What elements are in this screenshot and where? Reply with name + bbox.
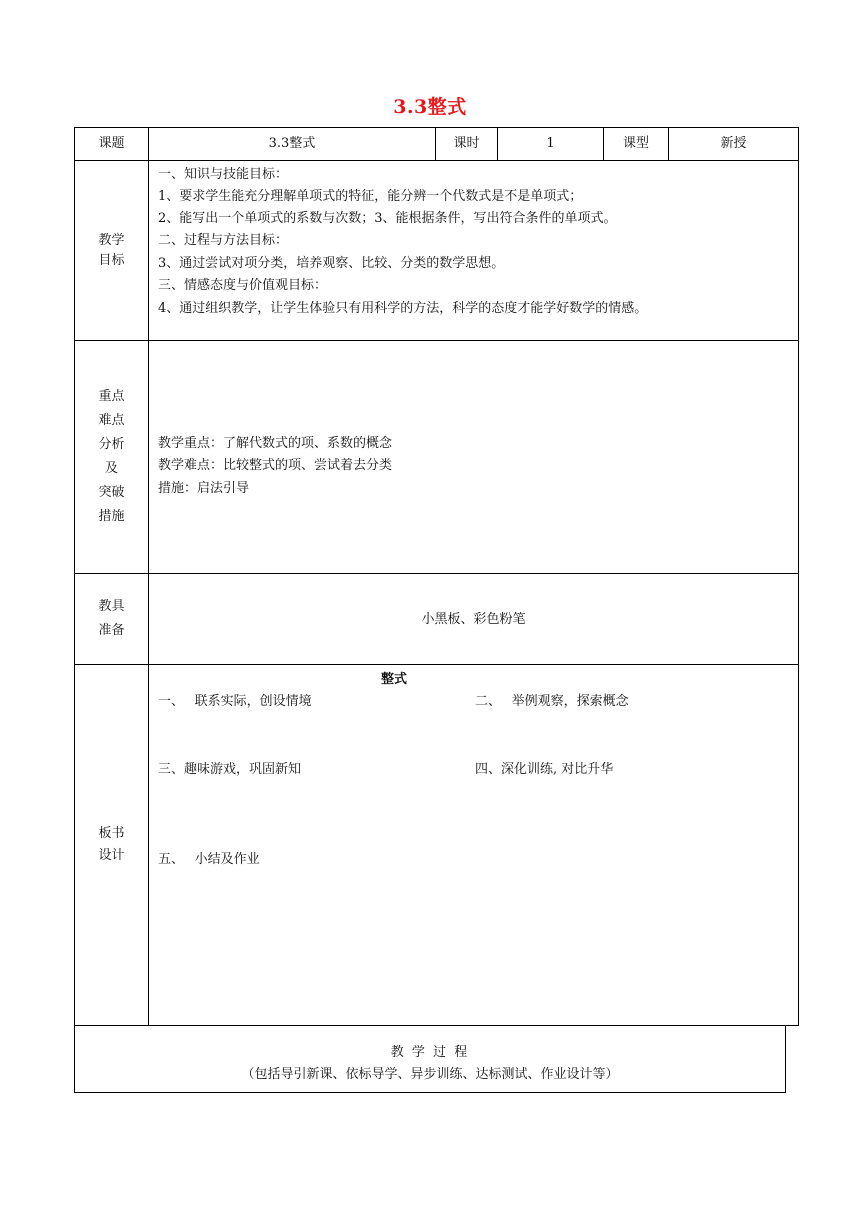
key-points-label-line2: 难点 (98, 413, 125, 428)
key-points-label (75, 341, 148, 573)
board-item-1: 一、 联系实际，创设情境 (158, 694, 312, 709)
type-value: 新授 (720, 136, 747, 151)
key-points-label-line6: 措施 (98, 509, 125, 524)
objectives-line-7: 4、通过组织教学，让学生体验只有用科学的方法，科学的态度才能学好数学的情感。 (158, 301, 648, 316)
objectives-label-line1: 教学 (98, 232, 125, 248)
topic-label: 课题 (98, 136, 125, 151)
objectives-line-4: 二、过程与方法目标： (158, 233, 289, 248)
board-item-5: 五、 小结及作业 (158, 852, 260, 867)
objectives-label (75, 161, 148, 340)
table-border-right (798, 127, 799, 1026)
type-label: 课型 (622, 136, 649, 151)
key-point-difficulty: 教学难点：比较整式的项、尝试着去分类 (158, 458, 393, 473)
table-row-divider-2 (74, 340, 799, 341)
key-points-label-line3: 分析 (98, 437, 125, 452)
objectives-line-3: 2、能写出一个单项式的系数与次数；3、能根据条件，写出符合条件的单项式。 (158, 211, 617, 226)
key-points-label-line1: 重点 (98, 389, 125, 404)
process-box-bottom (74, 1092, 786, 1093)
board-item-4: 四、深化训练, 对比升华 (475, 762, 614, 777)
page-title: 3.3整式 (393, 96, 467, 118)
label-column-divider (148, 127, 149, 1026)
process-title: 教 学 过 程 (390, 1045, 470, 1060)
objectives-line-6: 三、情感态度与价值观目标： (158, 278, 328, 293)
objectives-line-5: 3、通过尝试对项分类，培养观察、比较、分类的数学思想。 (158, 256, 505, 271)
board-label-line1: 板书 (98, 826, 125, 841)
process-subtitle: （包括导引新课、依标导学、异步训练、达标测试、作业设计等） (241, 1067, 619, 1082)
table-row-divider-4 (74, 664, 799, 665)
tools-value: 小黑板、彩色粉笔 (421, 612, 526, 627)
tools-label (75, 574, 148, 664)
period-value: 1 (546, 136, 555, 151)
board-label-line2: 设计 (98, 848, 125, 863)
board-label (75, 665, 148, 1025)
key-point-measure: 措施：启法引导 (158, 481, 250, 496)
period-label: 课时 (453, 136, 480, 151)
tools-label-line2: 准备 (98, 623, 125, 638)
process-box-top (74, 1025, 786, 1026)
table-row-divider-3 (74, 573, 799, 574)
process-box-right (785, 1025, 786, 1093)
tools-label-line1: 教具 (98, 599, 125, 614)
board-item-3: 三、趣味游戏，巩固新知 (158, 762, 302, 777)
key-points-label-line4: 及 (104, 461, 118, 476)
table-row-divider-1 (74, 160, 799, 161)
key-points-label-line5: 突破 (98, 485, 125, 500)
topic-value: 3.3整式 (268, 136, 316, 151)
objectives-line-2: 1、要求学生能充分理解单项式的特征，能分辨一个代数式是不是单项式； (158, 189, 583, 204)
objectives-label-line2: 目标 (98, 252, 125, 268)
board-item-2: 二、 举例观察，探索概念 (475, 694, 629, 709)
key-point-focus: 教学重点：了解代数式的项、系数的概念 (158, 436, 393, 451)
board-heading: 整式 (380, 672, 407, 687)
objectives-line-1: 一、知识与技能目标： (158, 167, 289, 182)
